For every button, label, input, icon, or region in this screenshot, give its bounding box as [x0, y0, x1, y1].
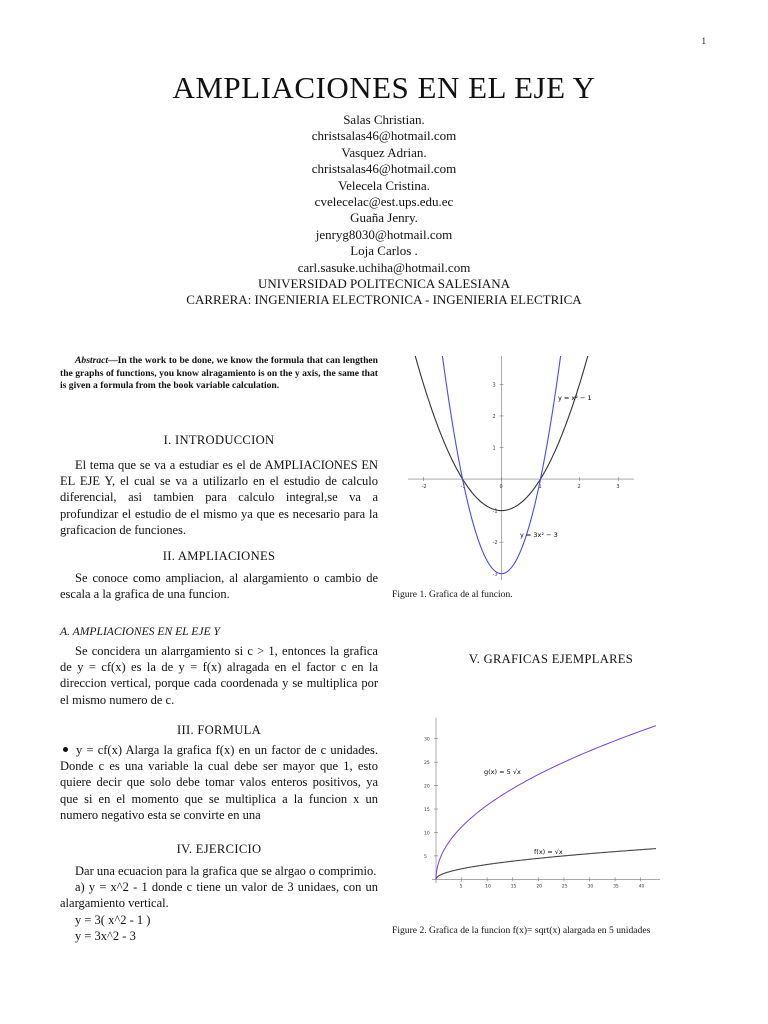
y-tick-label: 30 — [424, 737, 430, 743]
x-tick-label: -2 — [421, 484, 427, 491]
ampliaciones-paragraph — [60, 570, 378, 602]
paper-title: AMPLIACIONES EN EL EJE Y — [172, 70, 596, 105]
y-tick-label: 20 — [424, 784, 430, 790]
x-tick-label: -1 — [460, 484, 466, 491]
y-tick-label: 2 — [492, 413, 496, 420]
x-tick-label: 3 — [616, 484, 620, 491]
author-line: Velecela Cristina. — [338, 177, 430, 193]
author-line: carl.sasuke.uchiha@hotmail.com — [297, 259, 471, 275]
y-tick-label: 5 — [424, 854, 427, 860]
author-line: christsalas46@hotmail.com — [311, 128, 457, 144]
x-tick-label: 35 — [613, 884, 619, 890]
y-tick-label: 3 — [492, 382, 496, 389]
ejercicio-line: y = 3( x^2 - 1 ) — [75, 912, 151, 927]
affiliation: UNIVERSIDAD POLITECNICA SALESIANA — [257, 276, 511, 292]
label-curve-a: y = x² − 1 — [558, 394, 592, 402]
author-line: jenryg8030@hotmail.com — [315, 226, 453, 242]
x-tick-label: 1 — [538, 484, 542, 491]
section-heading-ampliaciones: II. AMPLIACIONES — [162, 549, 276, 563]
ejercicio-line: y = 3x^2 - 3 — [75, 928, 136, 943]
figure-2-caption: Figure 2. Grafica de la funcion f(x)= sqrt(x) alargada en 5 unidades — [392, 925, 651, 936]
author-line: cvelecelac@est.ups.edu.ec — [314, 194, 454, 210]
x-tick-label: 5 — [459, 884, 463, 890]
figure-1-caption: Figure 1. Grafica de al funcion. — [392, 589, 513, 600]
intro-paragraph — [60, 457, 378, 538]
author-line: Loja Carlos . — [350, 243, 418, 259]
y-tick-label: -1 — [492, 508, 498, 515]
label-curve-f: f(x) = √x — [534, 848, 563, 856]
author-line: christsalas46@hotmail.com — [311, 161, 457, 177]
section-heading-graficas: V. GRAFICAS EJEMPLARES — [468, 652, 634, 666]
figure-1-chart — [408, 356, 634, 580]
label-curve-b: y = 3x² − 3 — [520, 531, 558, 539]
ejercicio-line: Dar una ecuacion para la grafica que se alrgao o comprimio. — [75, 864, 377, 878]
ejercicio-block — [60, 863, 378, 944]
section-heading-intro: I. INTRODUCCION — [163, 433, 275, 447]
curve-g — [436, 726, 656, 880]
x-tick-label: 10 — [485, 884, 491, 890]
author-line: Salas Christian. — [343, 112, 425, 127]
y-tick-label: 10 — [424, 831, 430, 837]
abstract-text: —In the work to be done, we know the formula that can lengthen the graphs of functions, you know alragamiento is on the y axis, the same that is given a formula from the book variable calculation. — [60, 355, 378, 392]
x-tick-label: 0 — [499, 484, 503, 491]
page-number: 1 — [701, 36, 706, 46]
y-tick-label: 1 — [492, 445, 496, 452]
y-tick-label: 15 — [424, 808, 430, 814]
subsection-heading: A. AMPLIACIONES EN EL EJE Y — [60, 625, 220, 638]
figure-1-axes — [408, 356, 634, 580]
formula-paragraph — [60, 742, 378, 823]
label-curve-g: g(x) = 5 √x — [484, 768, 521, 776]
section-heading-formula: III. FORMULA — [176, 723, 262, 737]
affiliation: CARRERA: INGENIERIA ELECTRONICA - INGENIERIA ELECTRICA — [186, 292, 582, 308]
x-tick-label: 25 — [561, 884, 568, 890]
y-tick-label: -2 — [492, 540, 498, 547]
figure-2-axes — [424, 718, 660, 889]
formula-bullet — [60, 742, 378, 823]
x-tick-label: 2 — [577, 484, 581, 491]
author-line: Vasquez Adrian. — [341, 144, 427, 160]
ejercicio-line: a) y = x^2 - 1 donde c tiene un valor de 3 unidaes, con un alargamiento vertical. — [60, 880, 378, 911]
bullet-icon — [63, 747, 68, 752]
section-heading-ejercicio: IV. EJERCICIO — [176, 842, 262, 856]
y-tick-label: -3 — [492, 571, 498, 578]
x-tick-label: 40 — [638, 884, 645, 890]
x-tick-label: 20 — [536, 884, 543, 890]
subsection-text: Se concidera un alarrgamiento si c > 1, entonces la grafica de y = cf(x) es la de y = f(x) alragada en el factor c en la direccion vertical, porque cada coordenada y se multiplica por el mismo numero de c. — [60, 644, 378, 707]
abstract — [60, 355, 378, 393]
author-block — [0, 112, 768, 309]
subsection-paragraph — [60, 643, 378, 708]
abstract-label: Abstract — [75, 355, 109, 366]
intro-text: El tema que se va a estudiar es el de AMPLIACIONES EN EL EJE Y, el cual se va a utilizarlo en el estudio de calculo diferencial, asi tambien para calculo integral,se va a profundizar el estudio de el mismo ya que es necesario para la graficacion de funciones. — [60, 458, 378, 537]
x-tick-label: 30 — [587, 884, 594, 890]
y-tick-label: 25 — [424, 761, 430, 767]
author-line: Guaña Jenry. — [350, 210, 418, 226]
x-tick-label: 15 — [510, 884, 517, 890]
figure-2-chart — [412, 716, 660, 896]
ampliaciones-text: Se conoce como ampliacion, al alargamiento o cambio de escala a la grafica de una funcion. — [60, 571, 378, 602]
formula-text: y = cf(x) Alarga la grafica f(x) en un factor de c unidades. Donde c es una variable la cual debe ser mayor que 1, esto quiere decir que solo debe tomar valos enteros positivos, ya que si en el momento que se multiplica a la funcion x un numero negativo esta se convirte en una — [60, 743, 378, 822]
